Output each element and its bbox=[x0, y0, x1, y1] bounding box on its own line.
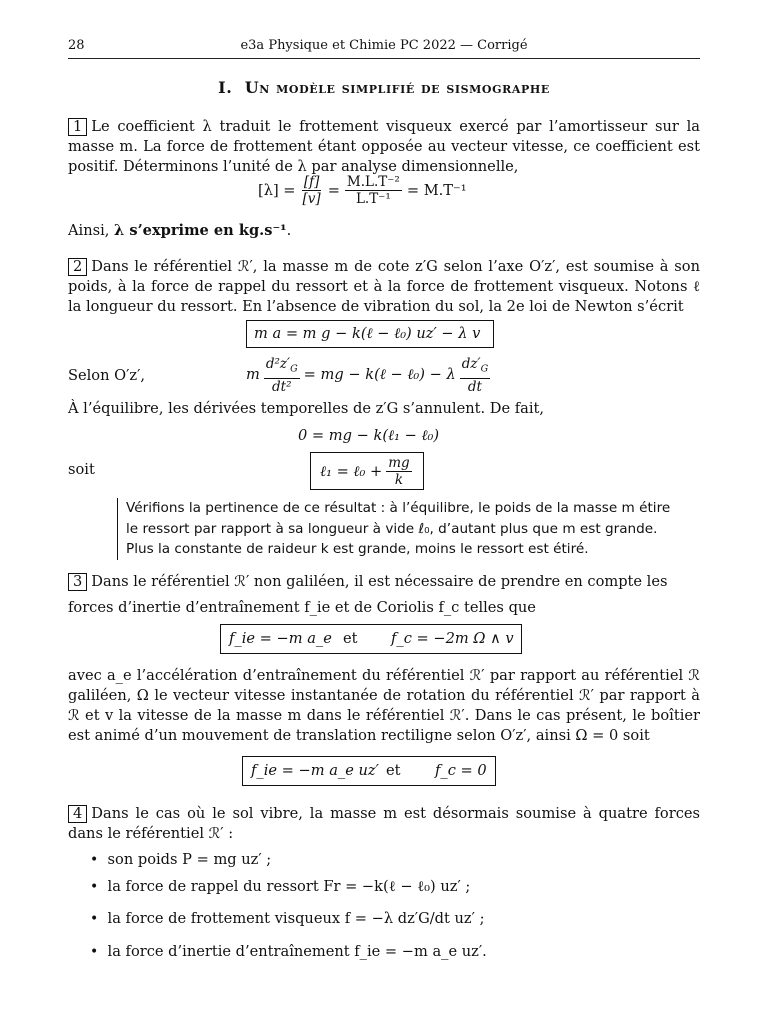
q2-result-equation bbox=[320, 455, 412, 488]
section-title-text: Un modèle simplifié de sismographe bbox=[244, 78, 550, 97]
q2-newton-box bbox=[246, 320, 494, 348]
q2-result-lhs: ℓ₁ = ℓ₀ + bbox=[320, 462, 383, 480]
q3-et2: et bbox=[386, 762, 401, 779]
q3-et: et bbox=[343, 630, 358, 647]
q4-bullet-2-text: la force de frottement visqueux f = −λ dz′G/dt uz′ ; bbox=[107, 910, 485, 927]
q2-text: Dans le référentiel ℛ′, la masse m de cote z′G selon l’axe O′z′, est soumise à son poids, à la force de rappel du ressort et à la force de frottement visqueux. Notons ℓ la longueur du ressort. En l’absence de vibration du sol, la 2e loi de Newton s’écrit bbox=[68, 258, 700, 315]
q4-bullet-1-text: la force de rappel du ressort Fr = −k(ℓ − ℓ₀) uz′ ; bbox=[107, 878, 471, 895]
bullet-icon: • bbox=[90, 911, 99, 927]
q3-line1 bbox=[68, 572, 667, 592]
q1-text: Le coefficient λ traduit le frottement visqueux exercé par l’amortisseur sur la masse m. La force de frottement étant opposée au vecteur vitesse, ce coefficient est positif. Déterminons l’unité de λ par analyse dimensionnelle, bbox=[68, 118, 700, 175]
q1-conclusion-bold: λ s’exprime en kg.s⁻¹ bbox=[114, 222, 287, 239]
q3-fc-result: f_c = 0 bbox=[435, 762, 487, 779]
q2-equilibrium-equation: 0 = mg − k(ℓ₁ − ℓ₀) bbox=[298, 427, 440, 444]
bullet-icon: • bbox=[90, 879, 99, 895]
q2-result-num: mg bbox=[388, 455, 410, 471]
q1-dimension-equation: [λ] = $\frac{[f]}{[v]}$ = $\frac{\text{M.L.T⁻²}}{\text{L.T⁻¹}}$ = M.T⁻¹ bbox=[258, 174, 467, 207]
q3-result-box bbox=[242, 756, 496, 786]
q1-frac1-num: [f] bbox=[303, 174, 320, 190]
q4-text: Dans le cas où le sol vibre, la masse m est désormais soumise à quatre forces dans le référentiel ℛ′ : bbox=[68, 805, 700, 842]
page-number: 28 bbox=[68, 38, 85, 53]
q2-projection-equation: m $\frac{d^2z'_G}{\text{dt²}}$ = mg − k(ℓ − ℓ₀) − λ $\frac{dz'_G}{dt}$ bbox=[246, 356, 489, 395]
q4-bullet-3 bbox=[90, 942, 487, 962]
q2-projection-label: Selon O′z′, bbox=[68, 367, 146, 384]
q2-number-box: 2 bbox=[68, 258, 87, 276]
q2-result-den: k bbox=[394, 472, 404, 488]
q4-paragraph bbox=[68, 804, 700, 844]
running-title: e3a Physique et Chimie PC 2022 — Corrigé bbox=[240, 38, 528, 53]
q3-fc-eq: f_c = −2m Ω ∧ v bbox=[391, 630, 514, 647]
q2-equilibrium-text: À l’équilibre, les dérivées temporelles de z′G s’annulent. De fait, bbox=[68, 400, 545, 417]
bullet-icon: • bbox=[90, 852, 99, 868]
q2-soit-label: soit bbox=[68, 461, 95, 478]
q1-frac2-num: M.L.T⁻² bbox=[346, 174, 400, 190]
q1-frac1-den: [v] bbox=[302, 191, 321, 207]
q1-frac2-den: L.T⁻¹ bbox=[355, 191, 391, 207]
q4-bullet-2 bbox=[90, 909, 484, 929]
bullet-icon: • bbox=[90, 944, 99, 960]
q2-projection-rhs: = mg − k(ℓ − ℓ₀) − λ bbox=[303, 366, 456, 384]
q3-text-line1: Dans le référentiel ℛ′ non galiléen, il est nécessaire de prendre en compte les bbox=[91, 573, 668, 590]
q2-paragraph bbox=[68, 257, 700, 317]
q1-number-box: 1 bbox=[68, 118, 87, 136]
q2-result-box bbox=[310, 452, 424, 490]
q4-bullet-0 bbox=[90, 850, 271, 870]
header-rule bbox=[68, 58, 700, 59]
q1-conclusion bbox=[68, 221, 291, 241]
q4-bullet-3-text: la force d’inertie d’entraînement f_ie = −m a_e uz′. bbox=[107, 943, 487, 960]
q1-eq-lhs: [λ] = bbox=[258, 181, 296, 199]
q1-paragraph bbox=[68, 117, 700, 177]
q3-inertia-box bbox=[220, 624, 522, 654]
q3-fie-result: f_ie = −m a_e uz′ bbox=[251, 762, 379, 779]
q1-eq-rhs: = M.T⁻¹ bbox=[406, 181, 467, 199]
q2-newton-equation: m a = m g − k(ℓ − ℓ₀) uz′ − λ v bbox=[254, 325, 481, 342]
section-number: I. bbox=[218, 78, 233, 97]
q2-remark: Vérifions la pertinence de ce résultat : à l’équilibre, le poids de la masse m étire le ressort par rapport à sa longueur à vide ℓ₀, d’autant plus que m est grande. Plus la constante de raideur k est grande, moins le ressort est étiré. bbox=[117, 498, 684, 560]
q3-number-box: 3 bbox=[68, 573, 87, 591]
q1-conclusion-suffix: . bbox=[286, 222, 292, 239]
section-title bbox=[0, 78, 768, 97]
q4-number-box: 4 bbox=[68, 805, 87, 823]
q3-fie-eq: f_ie = −m a_e bbox=[229, 630, 332, 647]
q1-conclusion-prefix: Ainsi, bbox=[68, 222, 110, 239]
q3-line2: forces d’inertie d’entraînement f_ie et de Coriolis f_c telles que bbox=[68, 599, 536, 616]
q4-bullet-1 bbox=[90, 877, 470, 897]
q4-bullet-0-text: son poids P = mg uz′ ; bbox=[107, 851, 272, 868]
q3-text-after: avec a_e l’accélération d’entraînement du référentiel ℛ′ par rapport au référentiel ℛ galiléen, Ω le vecteur vitesse instantanée de rotation du référentiel ℛ′ par rapport à ℛ et v la vitesse de la masse m dans le référentiel ℛ′. Dans le cas présent, le boîtier est animé d’un mouvement de translation rectiligne selon O′z′, ainsi Ω = 0 soit bbox=[68, 667, 700, 744]
